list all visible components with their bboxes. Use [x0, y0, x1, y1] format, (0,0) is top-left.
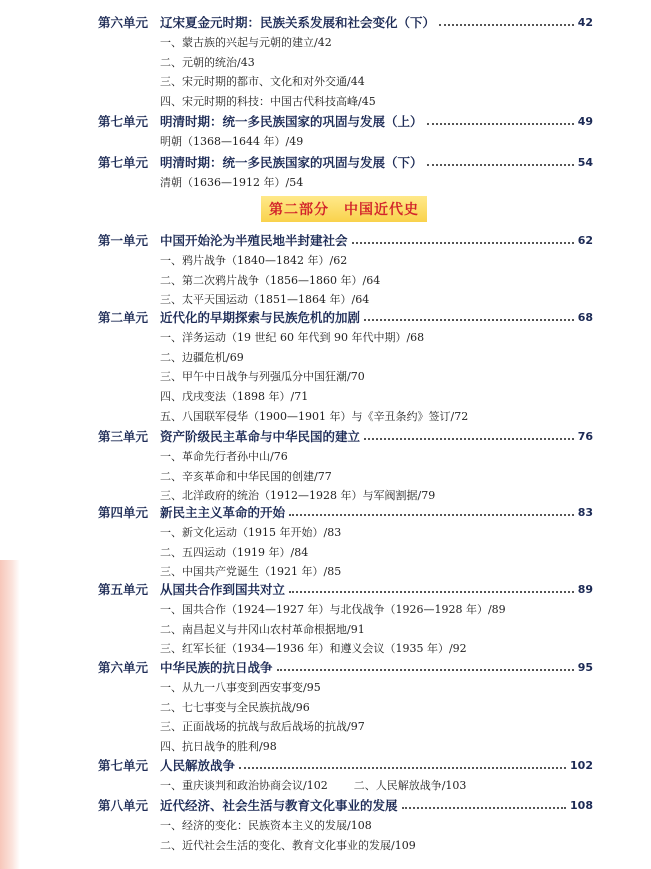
lesson-entry[interactable]: 一、国共合作（1924—1927 年）与北伐战争（1926—1928 年）/89 — [160, 603, 506, 616]
lesson-entry[interactable]: 一、蒙古族的兴起与元朝的建立/42 — [160, 36, 332, 49]
lesson-entry[interactable]: 四、宋元时期的科技：中国古代科技高峰/45 — [160, 95, 376, 109]
lesson-entry[interactable]: 二、边疆危机/69 — [160, 350, 244, 364]
unit-heading[interactable] — [98, 230, 593, 250]
lesson-entry[interactable]: 一、革命先行者孙中山/76 — [160, 450, 288, 463]
dot-leader — [239, 767, 566, 769]
unit-heading[interactable] — [98, 12, 593, 32]
page-edge-decoration — [0, 560, 20, 869]
lesson-entry[interactable]: 四、戊戌变法（1898 年）/71 — [160, 390, 309, 404]
unit-number: 第七单元 — [98, 758, 149, 773]
dot-leader — [427, 123, 574, 125]
unit-number: 第七单元 — [98, 114, 149, 129]
lesson-entry[interactable]: 二、南昌起义与井冈山农村革命根据地/91 — [160, 622, 365, 636]
unit-page-number: 95 — [577, 660, 593, 674]
unit-title: 人民解放战争 — [160, 758, 236, 773]
lesson-line — [160, 601, 506, 619]
lesson-entry[interactable]: 二、五四运动（1919 年）/84 — [160, 545, 309, 559]
lesson-line — [160, 468, 332, 486]
lesson-entry[interactable]: 三、中国共产党诞生（1921 年）/85 — [160, 565, 342, 579]
lesson-line — [160, 621, 365, 639]
lesson-line — [160, 544, 308, 562]
unit-heading[interactable] — [98, 657, 593, 677]
lesson-line — [160, 718, 365, 736]
unit-heading[interactable] — [98, 111, 593, 131]
lesson-line — [160, 272, 380, 290]
lesson-entry[interactable]: 二、人民解放战争/103 — [353, 779, 467, 792]
lesson-line — [160, 34, 332, 52]
lesson-entry[interactable]: 一、鸦片战争（1840—1842 年）/62 — [160, 254, 348, 267]
lesson-entry[interactable]: 三、红军长征（1934—1936 年）和遵义会议（1935 年）/92 — [160, 642, 467, 656]
unit-number: 第八单元 — [98, 798, 149, 813]
unit-title: 新民主主义革命的开始 — [160, 505, 286, 520]
lesson-line — [160, 329, 424, 347]
dot-leader — [402, 807, 567, 809]
unit-heading[interactable] — [98, 307, 593, 327]
lesson-line — [160, 837, 416, 855]
lesson-entry[interactable]: 一、经济的变化：民族资本主义的发展/108 — [160, 819, 372, 832]
lesson-line — [160, 448, 288, 466]
lesson-line — [160, 73, 365, 91]
lesson-line — [160, 738, 277, 756]
lesson-entry[interactable]: 四、抗日战争的胜利/98 — [160, 740, 277, 754]
unit-page-number: 76 — [577, 429, 593, 443]
unit-heading[interactable] — [98, 426, 593, 446]
unit-page-number: 68 — [577, 310, 593, 324]
lesson-line — [160, 408, 468, 426]
unit-title: 明清时期：统一多民族国家的巩固与发展（下） — [160, 155, 423, 170]
unit-title: 资产阶级民主革命与中华民国的建立 — [160, 429, 361, 444]
lesson-line — [160, 524, 341, 542]
dot-leader — [289, 514, 574, 516]
unit-number: 第六单元 — [98, 15, 149, 30]
unit-number: 第四单元 — [98, 505, 149, 520]
unit-page-number: 83 — [577, 505, 593, 519]
lesson-entry[interactable]: 明朝（1368—1644 年）/49 — [160, 135, 304, 148]
lesson-line — [160, 777, 466, 795]
lesson-entry[interactable]: 三、太平天国运动（1851—1864 年）/64 — [160, 293, 370, 307]
lesson-line — [160, 349, 244, 367]
unit-page-number: 108 — [570, 798, 593, 812]
unit-page-number: 89 — [577, 582, 593, 596]
unit-page-number: 42 — [577, 15, 593, 29]
lesson-line — [160, 93, 376, 111]
unit-page-number: 49 — [577, 114, 593, 128]
unit-number: 第三单元 — [98, 429, 149, 444]
dot-leader — [439, 24, 574, 26]
lesson-entry[interactable]: 二、七七事变与全民族抗战/96 — [160, 700, 310, 714]
unit-page-number: 62 — [577, 233, 593, 247]
lesson-line — [160, 640, 467, 658]
dot-leader — [364, 438, 574, 440]
unit-heading[interactable] — [98, 795, 593, 815]
lesson-entry[interactable]: 二、近代社会生活的变化、教育文化事业的发展/109 — [160, 838, 416, 852]
unit-title: 中国开始沦为半殖民地半封建社会 — [160, 233, 348, 248]
lesson-entry[interactable]: 二、第二次鸦片战争（1856—1860 年）/64 — [160, 273, 381, 287]
unit-heading[interactable] — [98, 152, 593, 172]
lesson-entry[interactable]: 三、正面战场的抗战与敌后战场的抗战/97 — [160, 720, 365, 734]
dot-leader — [289, 591, 574, 593]
dot-leader — [277, 669, 574, 671]
unit-title: 从国共合作到国共对立 — [160, 582, 286, 597]
lesson-line — [160, 174, 303, 192]
lesson-line — [160, 817, 372, 835]
unit-title: 近代经济、社会生活与教育文化事业的发展 — [160, 798, 398, 813]
lesson-entry[interactable]: 二、元朝的统治/43 — [160, 55, 255, 69]
unit-title: 近代化的早期探索与民族危机的加剧 — [160, 310, 361, 325]
lesson-line — [160, 679, 321, 697]
lesson-entry[interactable]: 三、北洋政府的统治（1912—1928 年）与军阀割据/79 — [160, 489, 436, 503]
lesson-entry[interactable]: 五、八国联军侵华（1900—1901 年）与《辛丑条约》签订/72 — [160, 409, 469, 423]
lesson-line — [160, 252, 347, 270]
part-title: 第二部分 中国近代史 — [269, 202, 419, 218]
dot-leader — [364, 319, 574, 321]
lesson-line — [160, 54, 255, 72]
unit-title: 辽宋夏金元时期：民族关系发展和社会变化（下） — [160, 15, 436, 30]
lesson-entry[interactable]: 二、辛亥革命和中华民国的创建/77 — [160, 469, 332, 483]
lesson-entry[interactable]: 一、从九一八事变到西安事变/95 — [160, 681, 321, 694]
unit-number: 第一单元 — [98, 233, 149, 248]
unit-page-number: 54 — [577, 155, 593, 169]
unit-number: 第六单元 — [98, 660, 149, 675]
unit-number: 第七单元 — [98, 155, 149, 170]
unit-heading[interactable] — [98, 579, 593, 599]
lesson-entry[interactable]: 三、宋元时期的都市、文化和对外交通/44 — [160, 75, 365, 89]
lesson-line — [160, 133, 303, 151]
unit-title: 明清时期：统一多民族国家的巩固与发展（上） — [160, 114, 423, 129]
lesson-entry[interactable]: 一、洋务运动（19 世纪 60 年代到 90 年代中期）/68 — [160, 331, 425, 344]
lesson-entry[interactable]: 清朝（1636—1912 年）/54 — [160, 176, 304, 189]
part-banner — [261, 196, 427, 222]
unit-heading[interactable] — [98, 755, 593, 775]
unit-heading[interactable] — [98, 502, 593, 522]
lesson-entry[interactable]: 一、重庆谈判和政治协商会议/102 — [160, 779, 328, 792]
lesson-line — [160, 388, 308, 406]
lesson-entry[interactable]: 一、新文化运动（1915 年开始）/83 — [160, 526, 342, 539]
dot-leader — [352, 242, 574, 244]
lesson-line — [160, 368, 365, 386]
dot-leader — [427, 164, 574, 166]
lesson-line — [160, 699, 310, 717]
unit-title: 中华民族的抗日战争 — [160, 660, 273, 675]
unit-number: 第二单元 — [98, 310, 149, 325]
unit-page-number: 102 — [570, 758, 593, 772]
unit-number: 第五单元 — [98, 582, 149, 597]
lesson-entry[interactable]: 三、甲午中日战争与列强瓜分中国狂潮/70 — [160, 370, 365, 384]
